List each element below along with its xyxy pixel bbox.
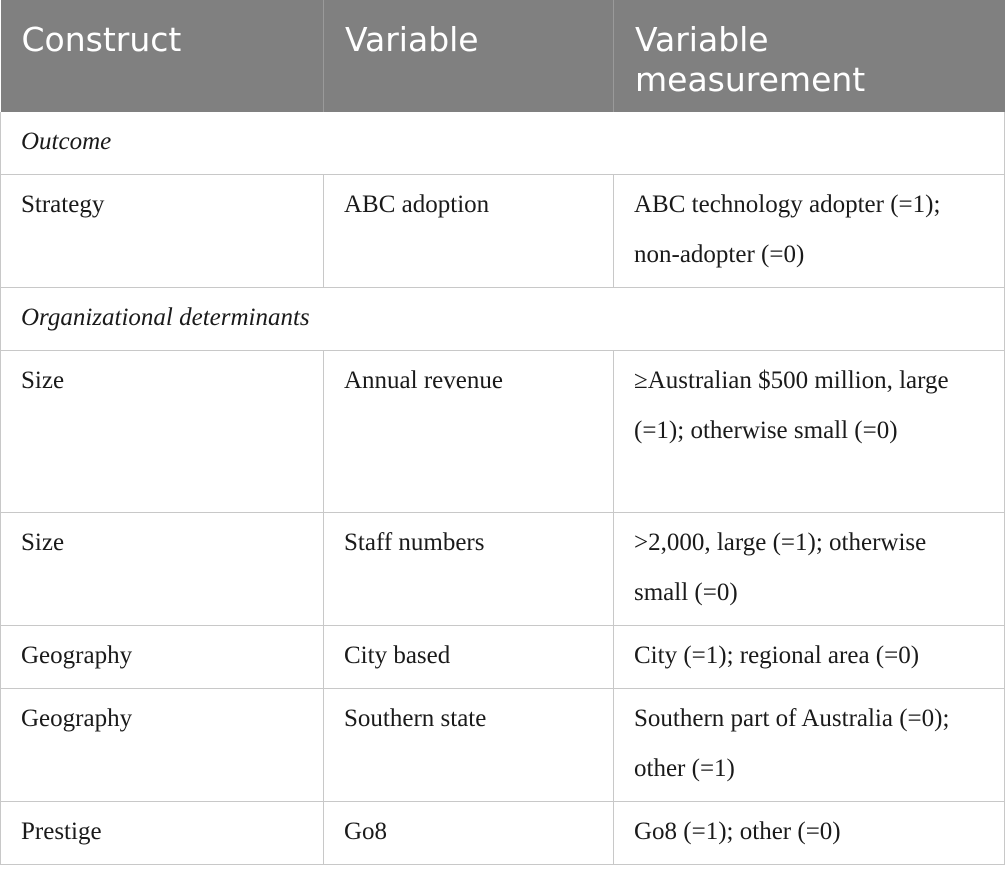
cell-variable: Annual revenue <box>324 351 614 513</box>
section-label: Organizational determinants <box>1 288 1005 351</box>
cell-construct: Strategy <box>1 175 324 288</box>
cell-measurement: Go8 (=1); other (=0) <box>614 802 1005 865</box>
cell-construct: Geography <box>1 689 324 802</box>
cell-variable: ABC adoption <box>324 175 614 288</box>
cell-measurement: ABC technology adopter (=1); non-adopter (=0) <box>614 175 1005 288</box>
header-variable-measurement: Variable measurement <box>614 0 1005 112</box>
cell-variable: Staff numbers <box>324 513 614 626</box>
cell-measurement: >2,000, large (=1); otherwise small (=0) <box>614 513 1005 626</box>
cell-measurement: Southern part of Australia (=0); other (=1) <box>614 689 1005 802</box>
section-row-organizational-determinants <box>1 288 1005 351</box>
cell-construct: Size <box>1 351 324 513</box>
table-row <box>1 802 1005 865</box>
header-variable: Variable <box>324 0 614 112</box>
table-row <box>1 351 1005 513</box>
cell-construct: Prestige <box>1 802 324 865</box>
cell-variable: City based <box>324 626 614 689</box>
table-row <box>1 626 1005 689</box>
header-row <box>1 0 1005 112</box>
table-row <box>1 175 1005 288</box>
table-row <box>1 513 1005 626</box>
section-row-outcome <box>1 112 1005 175</box>
cell-construct: Size <box>1 513 324 626</box>
cell-construct: Geography <box>1 626 324 689</box>
cell-variable: Southern state <box>324 689 614 802</box>
header-construct: Construct <box>1 0 324 112</box>
table-row <box>1 689 1005 802</box>
cell-variable: Go8 <box>324 802 614 865</box>
section-label: Outcome <box>1 112 1005 175</box>
cell-measurement: ≥Australian $500 million, large (=1); otherwise small (=0) <box>614 351 1005 513</box>
cell-measurement: City (=1); regional area (=0) <box>614 626 1005 689</box>
